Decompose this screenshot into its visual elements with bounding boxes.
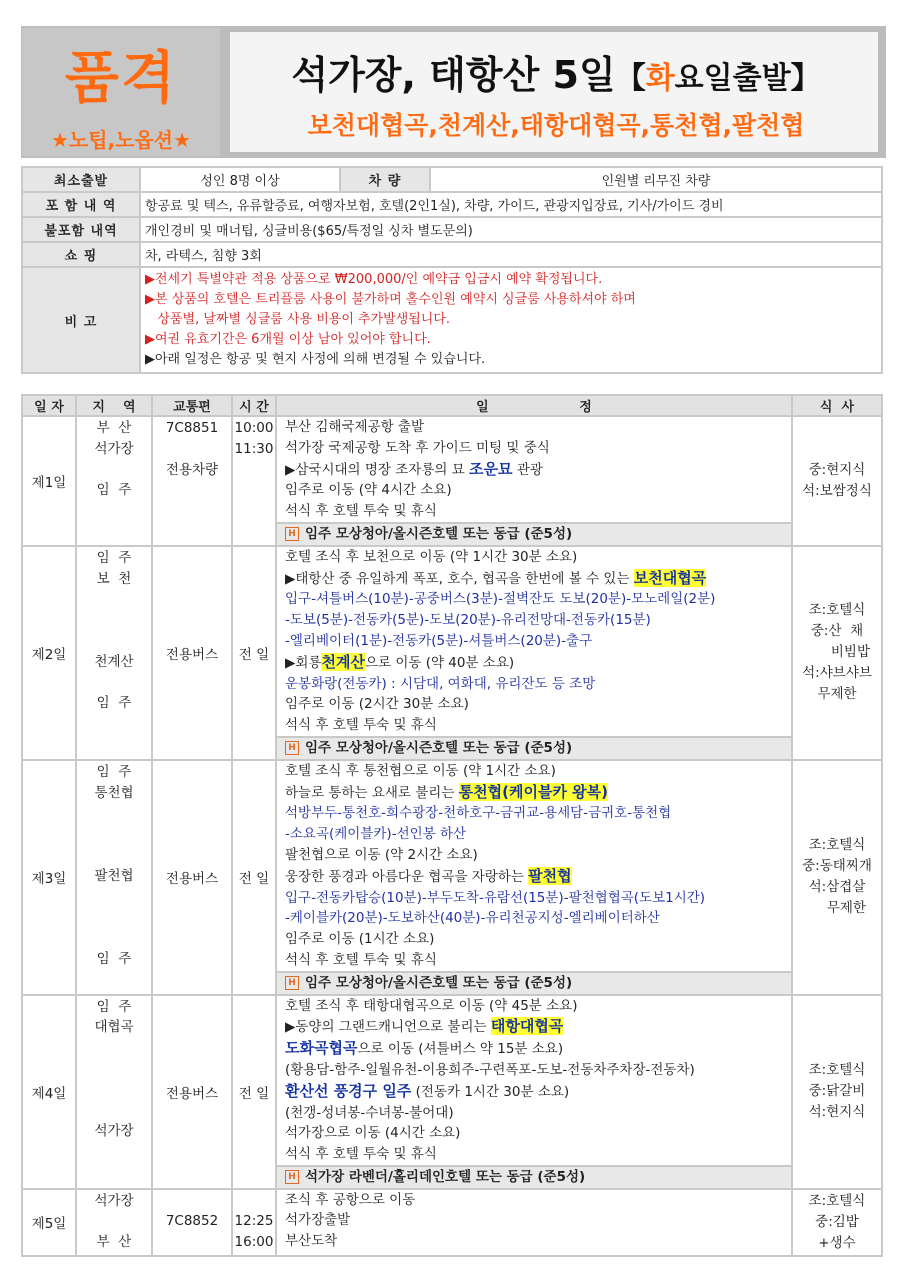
itinerary-line: 입구-셔틀버스(10분)-공중버스(3분)-절벽잔도 도보(20분)-모노레일(2분) bbox=[285, 591, 716, 608]
brand-box bbox=[22, 28, 220, 156]
itinerary-line: 호텔 조식 후 통천협으로 이동 (약 1시간 소요) bbox=[285, 762, 556, 779]
vehicle-value: 인원별 리무진 차량 bbox=[430, 167, 882, 192]
hotel-line bbox=[277, 1165, 791, 1188]
meal: 중:닭갈비 bbox=[808, 1083, 866, 1100]
title-main: 석가장, 태항산 5일 bbox=[291, 53, 616, 97]
itinerary-line: 석가장으로 이동 (4시간 소요) bbox=[285, 1125, 461, 1142]
highlight: 천계산 bbox=[321, 652, 365, 671]
note-2: ▶본 상품의 호텔은 트리플룸 사용이 불가하며 홀수인원 예약시 싱글룸 사용하셔야 하며 bbox=[145, 292, 636, 307]
itinerary-line bbox=[285, 568, 791, 590]
day3-label: 제3일 bbox=[22, 760, 76, 995]
region: 임 주 bbox=[96, 549, 132, 566]
itinerary-line: -도보(5분)-전동카(5분)-도보(20분)-유리전망대-전동카(15분) bbox=[285, 612, 651, 629]
itinerary-line: 임주로 이동 (2시간 30분 소요) bbox=[285, 696, 469, 713]
note-3: 상품별, 날짜별 싱글룸 사용 비용이 추가발생됩니다. bbox=[145, 312, 451, 327]
text: 관광 bbox=[512, 461, 543, 478]
highlight: 조운묘 bbox=[469, 459, 513, 478]
day2-regions bbox=[76, 546, 152, 760]
region: 보 천 bbox=[96, 570, 132, 587]
text: 하늘로 통하는 요새로 불리는 bbox=[285, 784, 459, 801]
transport: 전용차량 bbox=[165, 461, 219, 478]
hotel-name: 임주 모상청아/올시즌호텔 또는 동급 (준5성) bbox=[305, 525, 573, 542]
itinerary-line: 호텔 조식 후 보천으로 이동 (약 1시간 30분 소요) bbox=[285, 548, 578, 565]
col-region: 지 역 bbox=[76, 395, 152, 416]
day1-row bbox=[22, 416, 882, 546]
itinerary-line: (천갱-성녀봉-수녀봉-불어대) bbox=[285, 1104, 454, 1121]
hotel-line bbox=[277, 522, 791, 545]
region: 임 주 bbox=[96, 763, 132, 780]
title-bracket-close: 】 bbox=[790, 61, 821, 96]
day2-time: 전 일 bbox=[232, 546, 276, 760]
itinerary-line: 팔천협으로 이동 (약 2시간 소요) bbox=[285, 846, 478, 863]
day5-times bbox=[232, 1189, 276, 1256]
meal: 석:삼겹살 bbox=[808, 879, 866, 896]
day1-label: 제1일 bbox=[22, 416, 76, 546]
day3-transport: 전용버스 bbox=[152, 760, 232, 995]
page-title bbox=[230, 44, 882, 99]
highlight: 통천협(케이블카 왕복) bbox=[458, 782, 609, 801]
day3-row bbox=[22, 760, 882, 995]
itinerary-line: -소요곡(케이블카)-선인봉 하산 bbox=[285, 826, 467, 843]
day3-meals bbox=[792, 760, 882, 995]
info-table bbox=[21, 166, 883, 374]
page-subtitle: 보천대협곡,천계산,태항대협곡,통천협,팔천협 bbox=[307, 111, 805, 140]
itinerary-line: 임주로 이동 (약 4시간 소요) bbox=[285, 482, 452, 499]
hotel-name: 임주 모상청아/올시즌호텔 또는 동급 (준5성) bbox=[305, 974, 573, 991]
vehicle-label: 차 량 bbox=[340, 167, 430, 192]
day1-transport bbox=[152, 416, 232, 546]
itinerary-line: 조식 후 공항으로 이동 bbox=[285, 1191, 416, 1208]
region: 석가장 bbox=[94, 440, 134, 457]
day5-transport bbox=[152, 1189, 232, 1256]
text: 웅장한 풍경과 아름다운 협곡을 자랑하는 bbox=[285, 868, 529, 885]
day4-meals bbox=[792, 995, 882, 1189]
region: 임 주 bbox=[96, 695, 132, 712]
itinerary-line: -엘리베이터(1분)-전동카(5분)-셔틀버스(20분)-출구 bbox=[285, 632, 593, 649]
schedule-header-row bbox=[22, 395, 882, 416]
itinerary-line: 석방부두-통천호-희수광장-천하호구-금귀교-용세담-금귀호-통천협 bbox=[285, 805, 672, 822]
itinerary-line bbox=[285, 866, 791, 888]
meal: 조:호텔식 bbox=[808, 837, 866, 854]
day1-meals bbox=[792, 416, 882, 546]
day2-meals bbox=[792, 546, 882, 760]
meal: +생수 bbox=[818, 1234, 856, 1251]
region: 천계산 bbox=[94, 653, 134, 670]
highlight: 태항대협곡 bbox=[490, 1017, 564, 1036]
meal: 조:호텔식 bbox=[808, 1192, 866, 1209]
schedule-table bbox=[21, 394, 883, 1257]
itinerary-line bbox=[285, 1081, 791, 1103]
itinerary-line: (황용담-함주-일월유천-이용희주-구련폭포-도보-전동차주차장-전동차) bbox=[285, 1061, 695, 1078]
day5-itinerary bbox=[276, 1189, 792, 1256]
meal: 중:현지식 bbox=[808, 461, 866, 478]
itinerary-line: 임주로 이동 (1시간 소요) bbox=[285, 931, 435, 948]
brand-title: 품격 bbox=[64, 46, 178, 111]
itinerary-line bbox=[285, 782, 791, 804]
itinerary-line bbox=[285, 1016, 791, 1038]
exclude-value: 개인경비 및 매너팁, 싱글비용($65/특정일 싱차 별도문의) bbox=[140, 217, 882, 242]
day1-itinerary bbox=[276, 416, 792, 546]
meal: 석:샤브샤브 bbox=[802, 665, 872, 682]
meal: 석:현지식 bbox=[808, 1104, 866, 1121]
itinerary-line: 운봉화랑(전동카) : 시담대, 여화대, 유리잔도 등 조망 bbox=[285, 675, 596, 692]
day3-time: 전 일 bbox=[232, 760, 276, 995]
day4-transport: 전용버스 bbox=[152, 995, 232, 1189]
meal: 중:산 채 bbox=[810, 623, 864, 640]
col-transport: 교통편 bbox=[152, 395, 232, 416]
region: 임 주 bbox=[96, 950, 132, 967]
text: ▶동양의 그랜드캐니언으로 불리는 bbox=[285, 1019, 491, 1036]
itinerary-line bbox=[285, 459, 791, 481]
meal: 무제한 bbox=[817, 686, 857, 703]
time: 16:00 bbox=[234, 1234, 274, 1251]
itinerary-line: -케이블카(20분)-도보하산(40분)-유리천공지성-엘리베이터하산 bbox=[285, 910, 660, 927]
hotel-icon: H bbox=[285, 976, 299, 990]
hotel-line bbox=[277, 971, 791, 994]
hotel-icon: H bbox=[285, 741, 299, 755]
region: 석가장 bbox=[94, 1192, 134, 1209]
day4-row bbox=[22, 995, 882, 1189]
text: ▶회룡 bbox=[285, 654, 322, 671]
title-bracket-open: 【 bbox=[615, 61, 646, 96]
shop-label: 쇼 핑 bbox=[22, 242, 140, 267]
day4-time: 전 일 bbox=[232, 995, 276, 1189]
note-5: ▶아래 일정은 항공 및 현지 사정에 의해 변경될 수 있습니다. bbox=[145, 352, 486, 367]
meal: 석:보쌈정식 bbox=[802, 482, 872, 499]
day5-regions bbox=[76, 1189, 152, 1256]
day5-row bbox=[22, 1189, 882, 1256]
day4-itinerary bbox=[276, 995, 792, 1189]
itinerary-line: 석식 후 호텔 투숙 및 휴식 bbox=[285, 503, 437, 520]
flight-number: 7C8851 bbox=[165, 420, 219, 436]
meal: 비빔밥 bbox=[830, 644, 870, 661]
day1-regions bbox=[76, 416, 152, 546]
hotel-line bbox=[277, 736, 791, 759]
exclude-label: 불포함 내역 bbox=[22, 217, 140, 242]
region: 부 산 bbox=[96, 1234, 132, 1251]
itinerary-line: 석식 후 호텔 투숙 및 휴식 bbox=[285, 951, 437, 968]
text: ▶삼국시대의 명장 조자룡의 묘 bbox=[285, 461, 470, 478]
day2-transport: 전용버스 bbox=[152, 546, 232, 760]
itinerary-line: 석식 후 호텔 투숙 및 휴식 bbox=[285, 1146, 437, 1163]
note-1: ▶전세기 특별약관 적용 상품으로 ₩200,000/인 예약금 입금시 예약 확정됩니다. bbox=[145, 272, 603, 287]
day1-times bbox=[232, 416, 276, 546]
region: 팔천협 bbox=[94, 867, 134, 884]
itinerary-line: 입구-전동카탑승(10분)-부두도착-유람선(15분)-팔천협협곡(도보1시간) bbox=[285, 889, 706, 906]
meal: 조:호텔식 bbox=[808, 1062, 866, 1079]
col-time: 시 간 bbox=[232, 395, 276, 416]
highlight: 보천대협곡 bbox=[633, 568, 707, 587]
text: 으로 이동 (약 40분 소요) bbox=[364, 654, 515, 671]
highlight: 도화곡협곡 bbox=[285, 1039, 358, 1058]
min-label: 최소출발 bbox=[22, 167, 140, 192]
col-day: 일 자 bbox=[22, 395, 76, 416]
itinerary-line: 석가장출발 bbox=[285, 1212, 351, 1229]
region: 석가장 bbox=[94, 1123, 134, 1140]
day2-row bbox=[22, 546, 882, 760]
time: 12:25 bbox=[234, 1213, 274, 1230]
shop-value: 차, 라텍스, 침향 3회 bbox=[140, 242, 882, 267]
meal: 중:동태찌개 bbox=[802, 858, 872, 875]
text: ▶태항산 중 유일하게 폭포, 호수, 협곡을 한번에 볼 수 있는 bbox=[285, 570, 634, 587]
highlight: 팔천협 bbox=[528, 866, 572, 885]
itinerary-line: 부산 김해국제공항 출발 bbox=[285, 419, 424, 435]
hotel-icon: H bbox=[285, 1170, 299, 1184]
notes bbox=[140, 267, 882, 373]
region: 통천협 bbox=[94, 784, 134, 801]
notes-label: 비 고 bbox=[22, 267, 140, 373]
hotel-name: 임주 모상청아/올시즌호텔 또는 동급 (준5성) bbox=[305, 739, 573, 756]
itinerary-line bbox=[285, 1038, 791, 1060]
day3-itinerary bbox=[276, 760, 792, 995]
itinerary-line: 석가장 국제공항 도착 후 가이드 미팅 및 중식 bbox=[285, 439, 550, 456]
text: 으로 이동 (셔틀버스 약 15분 소요) bbox=[357, 1041, 564, 1058]
highlight: 환산선 풍경구 일주 bbox=[285, 1081, 412, 1100]
meal: 중:김밥 bbox=[815, 1213, 859, 1230]
include-value: 항공료 및 텍스, 유류할증료, 여행자보험, 호텔(2인1실), 차량, 가이드, 관광지입장료, 기사/가이드 경비 bbox=[140, 192, 882, 217]
time: 11:30 bbox=[234, 440, 274, 457]
day5-label: 제5일 bbox=[22, 1189, 76, 1256]
region: 대협곡 bbox=[94, 1019, 134, 1036]
title-tag-rest: 요일출발 bbox=[674, 61, 791, 96]
time: 10:00 bbox=[234, 420, 274, 436]
itinerary-line: 부산도착 bbox=[285, 1233, 338, 1250]
note-4: ▶여권 유효기간은 6개월 이상 남아 있어야 합니다. bbox=[145, 332, 431, 347]
min-value: 성인 8명 이상 bbox=[140, 167, 340, 192]
itinerary-line: 호텔 조식 후 태항대협곡으로 이동 (약 45분 소요) bbox=[285, 997, 578, 1014]
brand-subtitle: ★노팁,노옵션★ bbox=[50, 128, 192, 152]
region: 임 주 bbox=[96, 998, 132, 1015]
day3-regions bbox=[76, 760, 152, 995]
day2-itinerary bbox=[276, 546, 792, 760]
title-tag: 화 bbox=[645, 61, 675, 96]
include-label: 포 함 내 역 bbox=[22, 192, 140, 217]
meal: 조:호텔식 bbox=[808, 602, 866, 619]
flight-number: 7C8852 bbox=[165, 1213, 219, 1230]
itinerary-line: 석식 후 호텔 투숙 및 휴식 bbox=[285, 717, 437, 734]
day4-label: 제4일 bbox=[22, 995, 76, 1189]
day4-regions bbox=[76, 995, 152, 1189]
col-itinerary: 일 정 bbox=[276, 395, 792, 416]
text: (전동카 1시간 30분 소요) bbox=[411, 1083, 570, 1100]
day2-label: 제2일 bbox=[22, 546, 76, 760]
hotel-name: 석가장 라벤더/홀리데인호텔 또는 동급 (준5성) bbox=[305, 1168, 586, 1185]
col-meal: 식 사 bbox=[792, 395, 882, 416]
title-box bbox=[228, 30, 880, 154]
itinerary-line bbox=[285, 652, 791, 674]
hotel-icon: H bbox=[285, 527, 299, 541]
region: 임 주 bbox=[96, 482, 132, 499]
day5-meals bbox=[792, 1189, 882, 1256]
meal: 무제한 bbox=[826, 900, 866, 917]
region: 부 산 bbox=[96, 420, 132, 436]
